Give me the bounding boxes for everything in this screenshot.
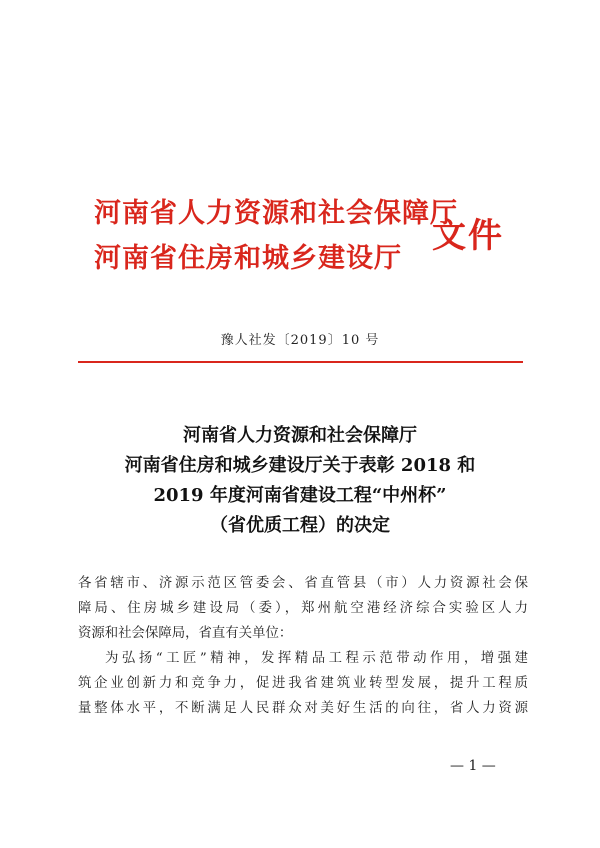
addressee-line: 障局、住房城乡建设局（委），郑州航空港经济综合实验区人力 xyxy=(78,601,528,616)
paragraph-line: 筑企业创新力和竞争力，促进我省建筑业转型发展，提升工程质 xyxy=(78,676,528,691)
addressee-line: 资源和社会保障局，省直有关单位： xyxy=(78,626,293,641)
document-title xyxy=(0,421,600,541)
issuing-org-2: 河南省住房和城乡建设厅 xyxy=(94,243,402,274)
page-number: — 1 — xyxy=(450,758,496,774)
title-line: 河南省住房和城乡建设厅关于表彰 2018 和 xyxy=(124,455,476,476)
paragraph-line: 为弘扬“工匠”精神，发挥精品工程示范带动作用，增强建 xyxy=(105,651,528,666)
document-word: 文件 xyxy=(432,216,504,256)
document-body xyxy=(78,571,528,721)
title-line: 河南省人力资源和社会保障厅 xyxy=(183,425,417,446)
addressee-line: 各省辖市、济源示范区管委会、省直管县（市）人力资源社会保 xyxy=(78,576,528,591)
title-line: （省优质工程）的决定 xyxy=(210,515,390,536)
red-letterhead xyxy=(94,197,524,287)
paragraph-line: 量整体水平，不断满足人民群众对美好生活的向往，省人力资源 xyxy=(78,701,528,716)
document-number: 豫人社发〔2019〕10 号 xyxy=(220,333,380,348)
issuing-org-1: 河南省人力资源和社会保障厅 xyxy=(94,198,458,229)
red-divider-line xyxy=(78,361,523,363)
title-line: 2019 年度河南省建设工程“中州杯” xyxy=(153,485,447,506)
